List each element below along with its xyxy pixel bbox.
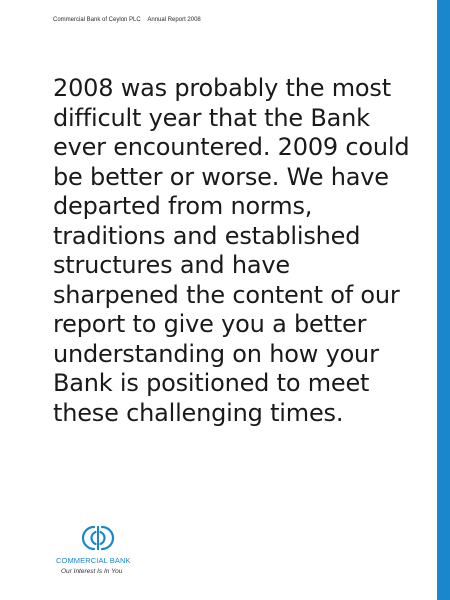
quote-line: understanding on how your: [53, 339, 379, 368]
quote-line: traditions and established: [53, 221, 361, 250]
chairman-statement-quote: [53, 74, 413, 428]
blue-edge-bar: [437, 0, 450, 600]
quote-line: Bank is positioned to meet: [53, 369, 370, 397]
quote-line: structures and have: [53, 251, 290, 279]
quote-line: these challenging times.: [53, 398, 344, 427]
quote-line: 2008 was probably the most: [53, 74, 391, 102]
quote-line: be better or worse. We have: [53, 162, 389, 191]
quote-line: departed from norms,: [53, 192, 313, 220]
quote-line: ever encountered. 2009 could: [53, 133, 410, 161]
quote-line: sharpened the content of our: [53, 280, 400, 309]
logo-tagline: Our Interest Is In You: [61, 568, 123, 575]
logo-bank-name: COMMERCIAL BANK: [56, 556, 131, 565]
header-report-title: Annual Report 2008: [147, 17, 201, 23]
quote-line: report to give you a better: [53, 310, 367, 338]
commercial-bank-emblem-icon: [81, 524, 115, 552]
commercial-bank-logo: [56, 524, 146, 584]
running-header: [53, 16, 201, 24]
header-company-name: Commercial Bank of Ceylon PLC: [53, 17, 141, 23]
quote-line: difficult year that the Bank: [53, 103, 370, 132]
